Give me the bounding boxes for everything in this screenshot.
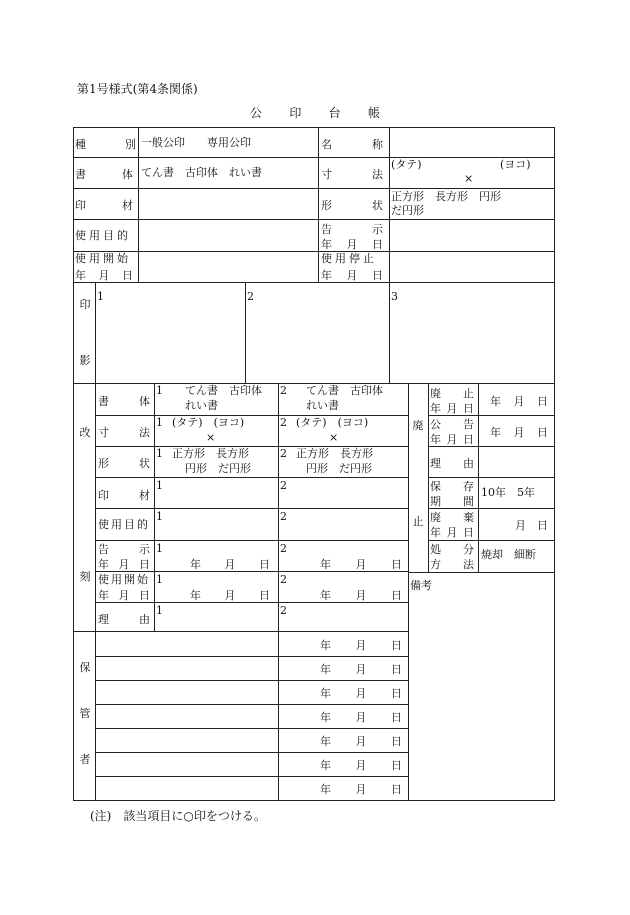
retention-label-2: 期 間 [430, 495, 474, 508]
alter-font-c1b: てん書 古印体 [185, 384, 262, 397]
font-value: てん書 古印体 れい書 [141, 166, 262, 179]
material-label: 印 材 [75, 199, 133, 212]
retention-value: 10年 5年 [481, 486, 535, 499]
form-number: 第1号様式(第4条関係) [77, 82, 198, 96]
public-notice-label-2: 年 月 日 [430, 433, 474, 446]
alter-notice-date-2: 年 月 日 [320, 558, 402, 571]
size-label: 寸 法 [321, 168, 383, 181]
footnote: (注) 該当項目に○印をつける。 [90, 809, 266, 823]
alter-font-c2b: てん書 古印体 [306, 384, 383, 397]
alter-font-c1c: れい書 [185, 399, 218, 412]
alter-size-c1b: (タテ) (ヨコ) [172, 416, 245, 429]
alter-shape-c2a: 2 [280, 447, 287, 460]
size-value-x: × [464, 172, 474, 185]
shape-value-1: 正方形 長方形 円形 [391, 190, 501, 203]
method-value: 焼却 細断 [481, 548, 536, 561]
alter-shape-c1b: 正方形 長方形 [172, 447, 249, 460]
custodian-label: 保 管 者 [79, 661, 91, 766]
alter-size-c2b: (タテ) (ヨコ) [296, 416, 369, 429]
stop-label-2: 年 月 日 [321, 269, 383, 282]
stop-label-1: 使用停止 [321, 252, 377, 265]
alter-shape-c2b: 正方形 長方形 [296, 447, 373, 460]
abolish-date-label-1: 廃 止 [430, 387, 474, 400]
public-notice-value: 年 月 日 [490, 426, 548, 439]
alter-reason-c2: 2 [280, 604, 287, 617]
alter-start-date-2: 年 月 日 [320, 589, 402, 602]
remarks-label: 備考 [410, 579, 432, 592]
custodian-date-row: 年 月 日 [320, 639, 402, 652]
start-label-2: 年 月 日 [75, 269, 133, 282]
alter-purpose-c2: 2 [280, 510, 287, 523]
abolish-date-value: 年 月 日 [490, 395, 548, 408]
start-label-1: 使用開始 [75, 252, 131, 265]
alter-material-c1: 1 [156, 479, 163, 492]
type-label: 種 別 [75, 138, 136, 151]
type-value: 一般公印 専用公印 [141, 136, 251, 149]
alter-size-c2c: × [329, 431, 339, 444]
alter-reason-label: 理 由 [98, 613, 150, 626]
shape-value-2: だ円形 [391, 204, 424, 217]
disposal-label-1: 廃 棄 [430, 511, 474, 524]
alter-shape-c1c: 円形 だ円形 [185, 462, 251, 475]
title-char: 印 [289, 106, 302, 120]
alter-size-c1a: 1 [156, 416, 163, 429]
font-label: 書 体 [75, 168, 133, 181]
method-label-2: 方 法 [430, 558, 474, 571]
custodian-date-row: 年 月 日 [320, 735, 402, 748]
alter-purpose-label: 使用目的 [98, 518, 150, 531]
alter-notice-date-1: 年 月 日 [190, 558, 270, 571]
impression-label: 印 影 [79, 298, 91, 367]
title-char: 帳 [367, 106, 380, 120]
name-label: 名 称 [321, 138, 383, 151]
alter-size-c1c: × [206, 431, 216, 444]
purpose-label: 使用目的 [75, 229, 131, 242]
size-value-tate: (タテ) [391, 158, 422, 171]
alter-start-date-1: 年 月 日 [190, 589, 270, 602]
public-notice-label-1: 公 告 [430, 418, 474, 431]
impression-cell-3: 3 [391, 290, 398, 303]
alter-shape-c2c: 円形 だ円形 [306, 462, 372, 475]
disposal-label-2: 年 月 日 [430, 526, 474, 539]
alter-notice-label-1: 告 示 [98, 543, 150, 556]
alter-font-c2a: 2 [280, 384, 287, 397]
alter-size-c2a: 2 [280, 416, 287, 429]
custodian-date-row: 年 月 日 [320, 783, 402, 796]
custodian-date-row: 年 月 日 [320, 687, 402, 700]
disposal-value: 月 日 [515, 519, 548, 532]
alter-start-c2: 2 [280, 573, 287, 586]
title-char: 台 [328, 106, 341, 120]
alter-start-c1: 1 [156, 573, 163, 586]
alter-shape-c1a: 1 [156, 447, 163, 460]
abolish-date-label-2: 年 月 日 [430, 402, 474, 415]
alter-notice-label-2: 年 月 日 [98, 558, 150, 571]
alter-start-label-1: 使用開始 [98, 573, 150, 586]
alter-purpose-c1: 1 [156, 510, 163, 523]
alter-reason-c1: 1 [156, 604, 163, 617]
custodian-date-row: 年 月 日 [320, 759, 402, 772]
size-value-yoko: (ヨコ) [500, 158, 531, 171]
retention-label-1: 保 存 [430, 480, 474, 493]
alter-font-c1a: 1 [156, 384, 163, 397]
title-char: 公 [250, 106, 263, 120]
alter-font-label: 書 体 [98, 395, 150, 408]
alter-font-c2c: れい書 [306, 399, 339, 412]
impression-cell-1: 1 [97, 290, 104, 303]
alter-notice-c1: 1 [156, 542, 163, 555]
abolish-reason-label: 理 由 [430, 457, 474, 470]
alter-material-label: 印 材 [98, 489, 150, 502]
alter-size-label: 寸 法 [98, 426, 150, 439]
custodian-date-row: 年 月 日 [320, 663, 402, 676]
alter-start-label-2: 年 月 日 [98, 589, 150, 602]
method-label-1: 処 分 [430, 543, 474, 556]
alter-shape-label: 形 状 [98, 457, 150, 470]
alter-notice-c2: 2 [280, 542, 287, 555]
alter-label: 改 刻 [79, 426, 91, 583]
abolish-label: 廃 止 [412, 419, 424, 528]
shape-label: 形 状 [321, 199, 383, 212]
notice-label-1: 告 示 [321, 223, 383, 236]
custodian-date-row: 年 月 日 [320, 711, 402, 724]
notice-label-2: 年 月 日 [321, 238, 383, 251]
alter-material-c2: 2 [280, 479, 287, 492]
impression-cell-2: 2 [247, 290, 254, 303]
